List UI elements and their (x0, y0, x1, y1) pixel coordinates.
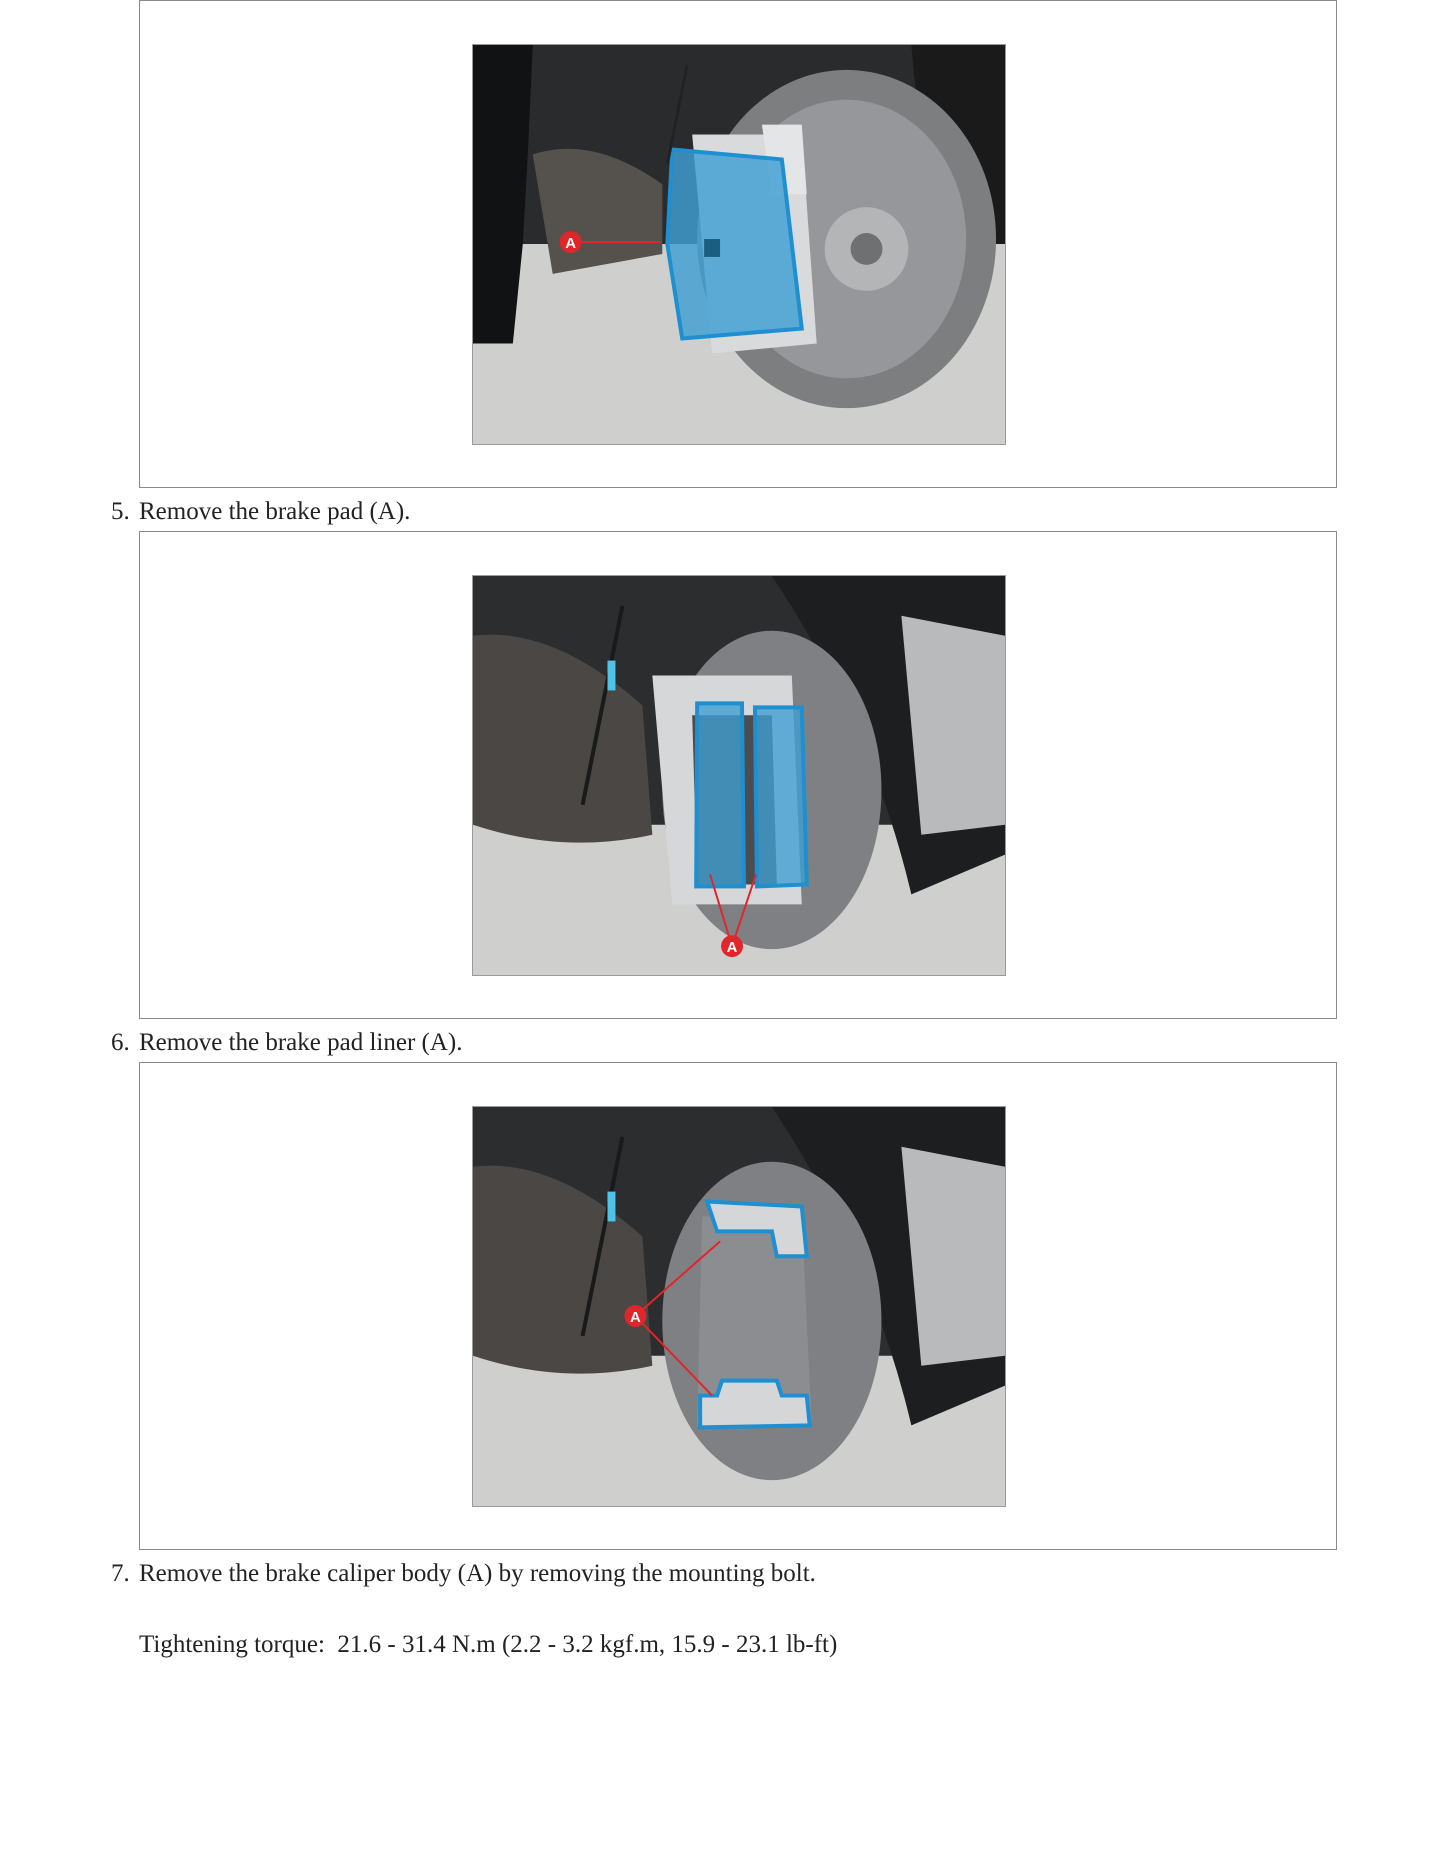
figure-frame-3 (139, 1062, 1337, 1550)
brake-caliper-photo (472, 1106, 1006, 1507)
step-text: Remove the brake caliper body (A) by removing the mounting bolt. (139, 1560, 816, 1587)
step-number: 5. (111, 498, 130, 525)
step-text: Remove the brake pad liner (A). (139, 1029, 463, 1056)
brake-pad-liner-photo (472, 575, 1006, 976)
tightening-torque (139, 1630, 837, 1660)
brake-pad-photo (472, 44, 1006, 445)
step-7 (111, 1559, 816, 1589)
step-number: 7. (111, 1560, 130, 1587)
callout-a: A (565, 234, 577, 252)
step-6 (111, 1028, 463, 1058)
torque-label: Tightening torque: (139, 1631, 325, 1658)
step-5 (111, 497, 410, 527)
step-number: 6. (111, 1029, 130, 1056)
callout-a: A (629, 1308, 641, 1326)
torque-value: 21.6 - 31.4 N.m (2.2 - 3.2 kgf.m, 15.9 - 23.1 lb-ft) (337, 1631, 838, 1658)
step-text: Remove the brake pad (A). (139, 498, 411, 525)
figure-frame-1 (139, 0, 1337, 488)
callout-a: A (726, 939, 738, 957)
figure-frame-2 (139, 531, 1337, 1019)
